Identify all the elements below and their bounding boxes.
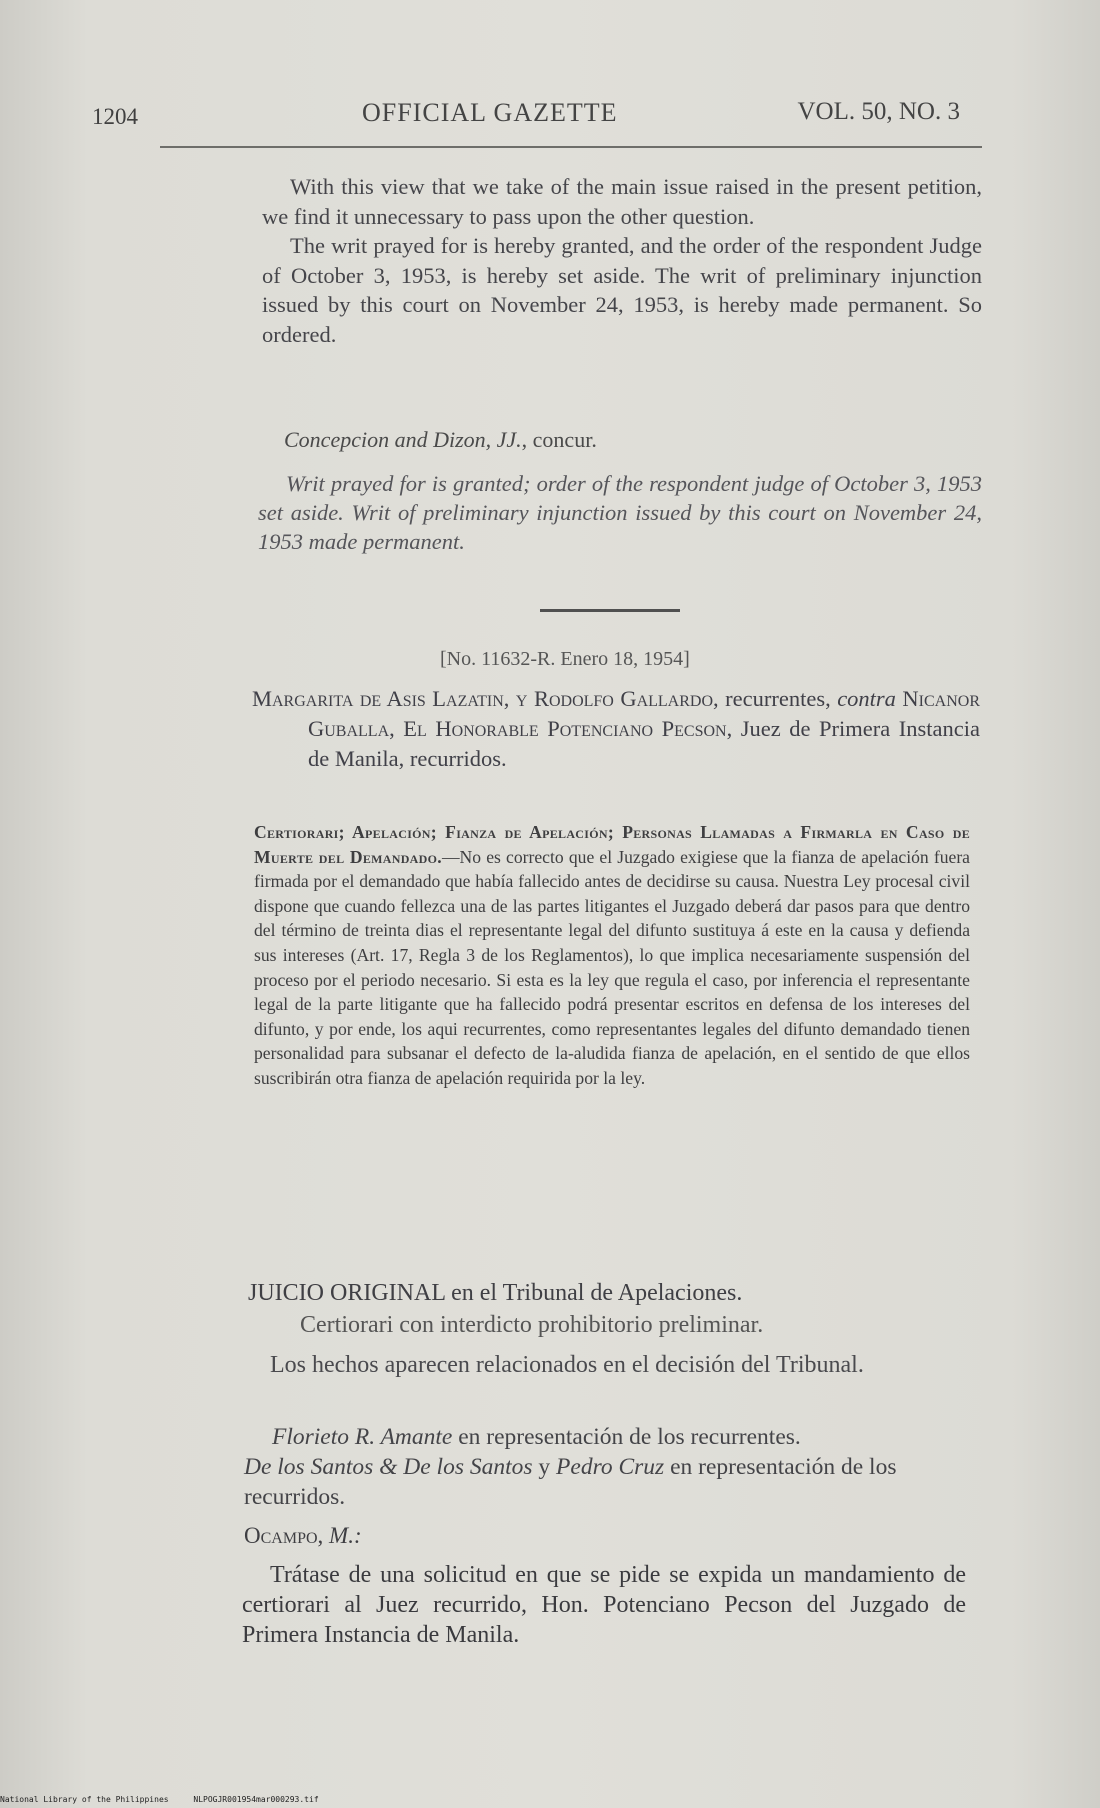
running-header <box>92 98 960 138</box>
counsel-appearances <box>244 1422 966 1512</box>
file-name: NLPOGJR001954mar000293.tif <box>193 1795 319 1804</box>
petitioners: Margarita de Asis Lazatin, y Rodolfo Gallardo, <box>252 686 719 711</box>
volume-number: VOL. 50, NO. 3 <box>797 98 960 125</box>
certiorari-line: Certiorari con interdicto prohibitorio preliminar. <box>300 1312 764 1338</box>
counsel-name: De los Santos & De los Santos <box>244 1454 533 1480</box>
publication-title: OFFICIAL GAZETTE <box>362 98 618 127</box>
juicio-line: JUICIO ORIGINAL en el Tribunal de Apelaciones. <box>248 1280 743 1306</box>
original-proceeding <box>248 1277 968 1341</box>
headnote-body: —No es correcto que el Juzgado exigiese que la fianza de apelación fuera firmada por el demandado que había fallecido antes de decidirse su causa. Nuestra Ley procesal civil dispone que cuando fellezca una de las partes litigantes el Juzgado deberá dar pasos para que dentro del término de treinta dias el representante legal del difunto sustituya á este en la causa y defienda sus intereses (Art. 17, Regla 3 de los Reglamentos), lo que implica necesariamente suspensión del proceso por el periodo necesario. Si esta es la ley que regula el caso, por inferencia el representante legal de la parte litigante que ha fallecido podrá presentar escritos en defensa de los intereses del difunto, y por ende, los aqui recurrentes, como representantes legales del difunto demandado tienen personalidad para subsanar el defecto de la-aludida fianza de apelación, en el sentido de que ellos suscribirán otra fianza de apelación requirida por la ley. <box>254 846 970 1088</box>
counsel-name: Florieto R. Amante <box>272 1424 453 1450</box>
paragraph: With this view that we take of the main issue raised in the present petition, we find it unnecessary to pass upon the other question. <box>262 174 982 229</box>
headnote-title: Certiorari; Apelación; Fianza de Apelación; Personas Llamadas a Firmarla en Caso de Muerte del Demandado. <box>254 822 970 867</box>
ponente-suffix: M.: <box>329 1523 362 1548</box>
decision-body: Trátase de una solicitud en que se pide se expida un mandamiento de certiorari al Juez recurrido, Hon. Potenciano Pecson del Juzgado de Primera Instancia de Manila. <box>242 1562 966 1648</box>
concurring-justices: Concepcion and Dizon, JJ. <box>284 427 522 452</box>
disposition-summary: Writ prayed for is granted; order of the respondent judge of October 3, 1953 set aside. Writ of preliminary injunction issued by this court on November 24, 1953 made permanent. <box>258 471 982 554</box>
case-parties <box>252 684 980 774</box>
paragraph: The writ prayed for is hereby granted, and the order of the respondent Judge of October 3, 1953, is hereby set aside. The writ of preliminary injunction issued by this court on November 24, 1953, is hereby made permanent. So ordered. <box>262 233 982 347</box>
section-divider <box>540 609 680 612</box>
case-number-date: [No. 11632-R. Enero 18, 1954] <box>440 648 690 670</box>
contra-label: contra <box>837 686 896 711</box>
concurrence <box>284 427 597 453</box>
concur-label: , concur. <box>521 427 597 452</box>
page-number: 1204 <box>92 104 138 129</box>
petitioners-role: recurrentes, <box>725 686 831 711</box>
ponente <box>244 1523 362 1549</box>
headnote <box>254 820 970 1091</box>
facts-statement: Los hechos aparecen relacionados en el decisión del Tribunal. <box>270 1352 864 1378</box>
library-name: National Library of the Philippines <box>0 1795 169 1804</box>
ponente-name: Ocampo, <box>244 1523 324 1548</box>
respondents-description: Juez de Primera Instancia de Manila, recurridos. <box>308 716 981 771</box>
respondents: Nicanor Guballa, El Honorable Potenciano Pecson, <box>308 686 981 741</box>
counsel-role: en representación de los recurrentes. <box>452 1424 801 1450</box>
header-rule <box>160 146 982 148</box>
previous-case-text <box>262 172 982 349</box>
scan-footer <box>0 1795 1100 1804</box>
counsel-name: Pedro Cruz <box>556 1454 665 1480</box>
counsel-join: y <box>532 1454 557 1480</box>
counsel-role: en representación de los recurridos. <box>244 1454 897 1510</box>
